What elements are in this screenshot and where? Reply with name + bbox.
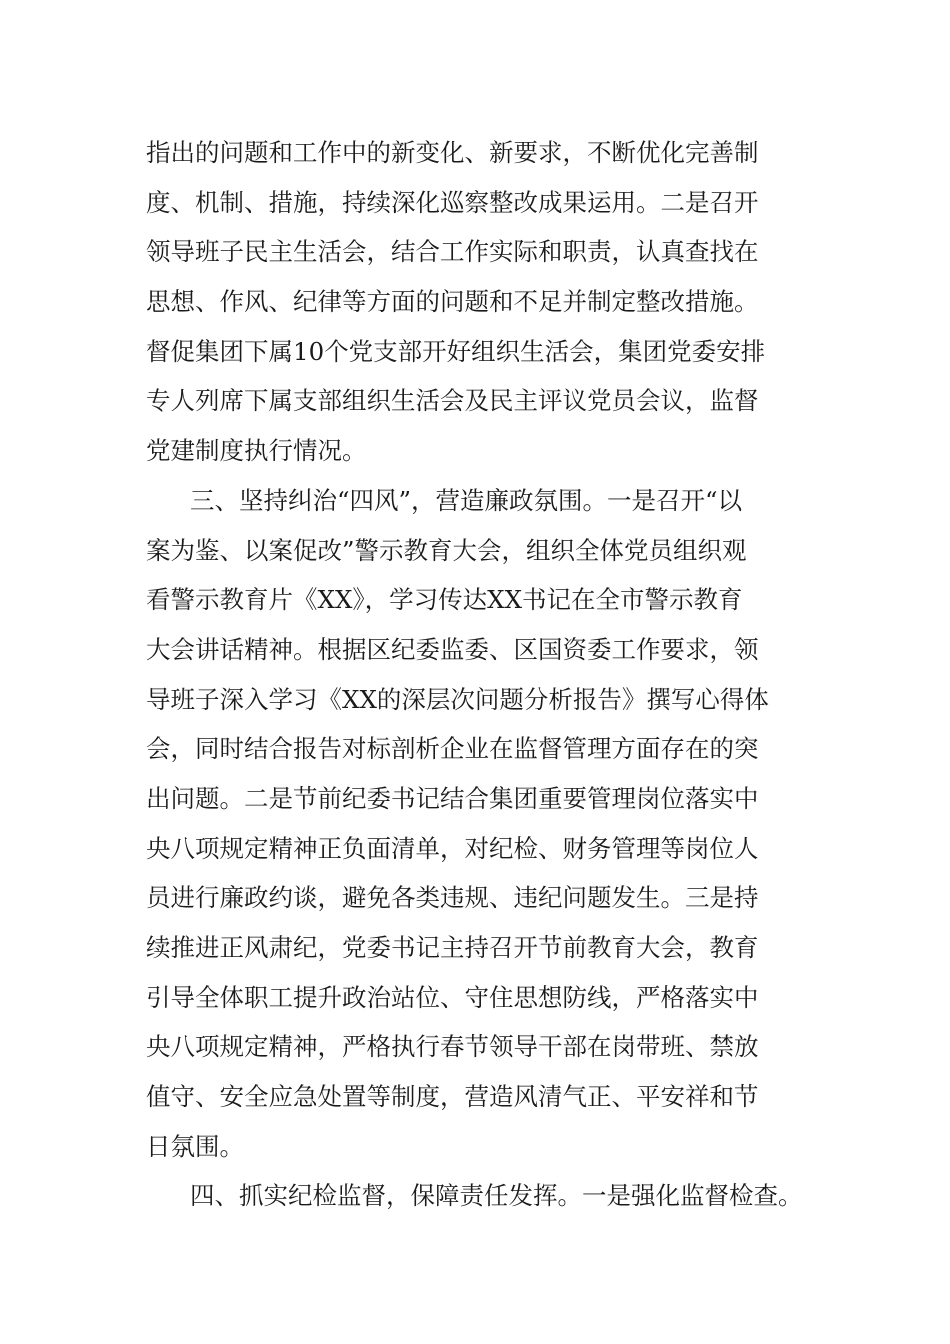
text-line: 四、抓实纪检监督，保障责任发挥。一是强化监督检查。 [190,1181,803,1211]
text-line: 值守、安全应急处置等制度，营造风清气正、平安祥和节 [146,1082,759,1112]
text-line: 出问题。二是节前纪委书记结合集团重要管理岗位落实中 [146,783,759,813]
text-line: 导班子深入学习《XX的深层次问题分析报告》撰写心得体 [146,684,769,714]
text-line: 专人列席下属支部组织生活会及民主评议党员会议，监督 [146,386,759,416]
text-line: 央八项规定精神正负面清单，对纪检、财务管理等岗位人 [146,833,759,863]
text-line: 三、坚持纠治“四风”，营造廉政氛围。一是召开“以 [190,485,743,515]
text-line: 督促集团下属10个党支部开好组织生活会，集团党委安排 [146,336,766,366]
text-line: 日氛围。 [146,1131,244,1161]
text-line: 引导全体职工提升政治站位、守住思想防线，严格落实中 [146,982,759,1012]
text-line: 会，同时结合报告对标剖析企业在监督管理方面存在的突 [146,734,759,764]
text-line: 度、机制、措施，持续深化巡察整改成果运用。二是召开 [146,187,759,217]
text-line: 看警示教育片《XX》，学习传达XX书记在全市警示教育 [146,585,743,615]
text-line: 续推进正风肃纪，党委书记主持召开节前教育大会，教育 [146,933,759,962]
text-line: 指出的问题和工作中的新变化、新要求，不断优化完善制 [146,138,759,167]
text-line: 案为鉴、以案促改”警示教育大会，组织全体党员组织观 [146,535,747,565]
text-line: 大会讲话精神。根据区纪委监委、区国资委工作要求，领 [146,634,759,664]
text-line: 央八项规定精神，严格执行春节领导干部在岗带班、禁放 [146,1032,759,1062]
text-line: 思想、作风、纪律等方面的问题和不足并制定整改措施。 [146,287,759,317]
body-text [146,128,836,1221]
text-line: 领导班子民主生活会，结合工作实际和职责，认真查找在 [146,237,759,267]
text-line: 党建制度执行情况。 [146,436,367,466]
text-line: 员进行廉政约谈，避免各类违规、违纪问题发生。三是持 [146,883,759,913]
